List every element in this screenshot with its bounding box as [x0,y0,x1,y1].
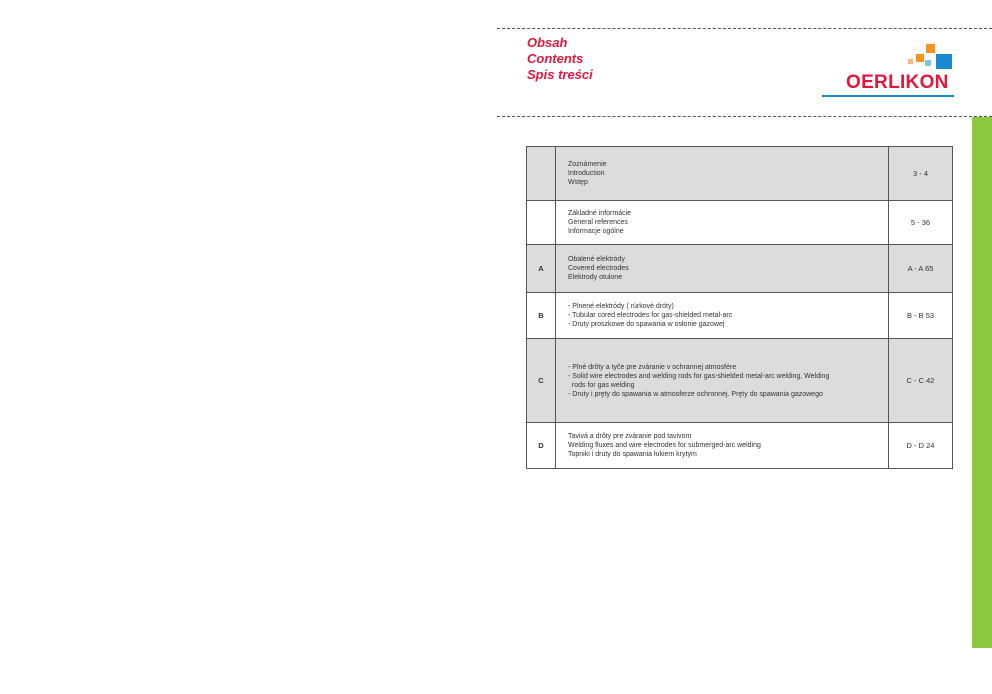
toc-line: - Plné drôty a tyče pre zváranie v ochrannej atmosfére [568,363,737,371]
toc-description [556,339,889,423]
title-english: Contents [527,51,584,66]
contents-table [526,146,953,469]
toc-row-general-references[interactable] [527,201,953,245]
logo-square-orange-left [916,54,924,62]
logo-square-small-orange [908,59,913,64]
logo-square-orange-top [926,44,935,53]
toc-letter: D [527,423,556,469]
header-dashed-divider [497,116,992,117]
side-tab-bar [972,117,992,648]
toc-letter [527,147,556,201]
toc-line: - Druty proszkowe do spawania w osłonie gazowej [568,321,725,328]
toc-letter: C [527,339,556,423]
top-dashed-divider [497,28,992,29]
toc-row-b[interactable] [527,293,953,339]
toc-line: - Solid wire electrodes and welding rods for gas-shielded metal-arc welding, Welding [568,372,830,380]
toc-line: Topniki i druty do spawania łukiem krytym [568,451,697,458]
title-polish: Spis treści [527,67,593,82]
toc-row-d[interactable] [527,423,953,469]
toc-line: General references [568,219,628,226]
toc-line: Wstęp [568,179,588,186]
toc-line: Základné informácie [568,210,632,217]
toc-line: - Tubular cored electrodes for gas-shielded metal-arc [568,312,733,319]
toc-pages: D - D 24 [889,423,953,469]
toc-description [556,147,889,201]
toc-line: Zoznámenie [568,161,607,168]
toc-line: - Plnené elektródy ( rúrkové dróty) [568,303,674,310]
logo-wordmark: OERLIKON [846,72,949,93]
page-titles [527,35,593,83]
toc-description [556,245,889,293]
logo-square-blue [936,54,952,69]
toc-line: Introduction [568,170,605,177]
toc-description [556,201,889,245]
title-slovak: Obsah [527,35,568,50]
logo-square-lightblue [925,60,931,66]
toc-line: Tavivá a drôty pre zváranie pod tavivom [568,433,692,440]
toc-line: Obalené elektródy [568,256,625,263]
toc-letter [527,201,556,245]
toc-letter: B [527,293,556,339]
toc-description [556,423,889,469]
toc-pages: 3 - 4 [889,147,953,201]
toc-line: Welding fluxes and wire electrodes for submerged-arc welding [568,442,761,449]
toc-description [556,293,889,339]
toc-line: Covered electrodes [568,265,629,272]
logo-underline [822,95,954,97]
toc-line: Elektrody otulone [568,274,623,281]
toc-row-c[interactable] [527,339,953,423]
toc-line: rods for gas welding [568,381,635,389]
toc-line: Informacje ogólne [568,228,624,235]
toc-pages: C - C 42 [889,339,953,423]
toc-line: - Druty i pręty do spawania w atmosferze ochronnej. Pręty do spawania gazowego [568,390,823,398]
toc-row-a[interactable] [527,245,953,293]
toc-pages: 5 - 36 [889,201,953,245]
toc-pages: A - A 65 [889,245,953,293]
oerlikon-logo [822,42,954,98]
toc-letter: A [527,245,556,293]
toc-row-introduction[interactable] [527,147,953,201]
toc-pages: B - B 53 [889,293,953,339]
